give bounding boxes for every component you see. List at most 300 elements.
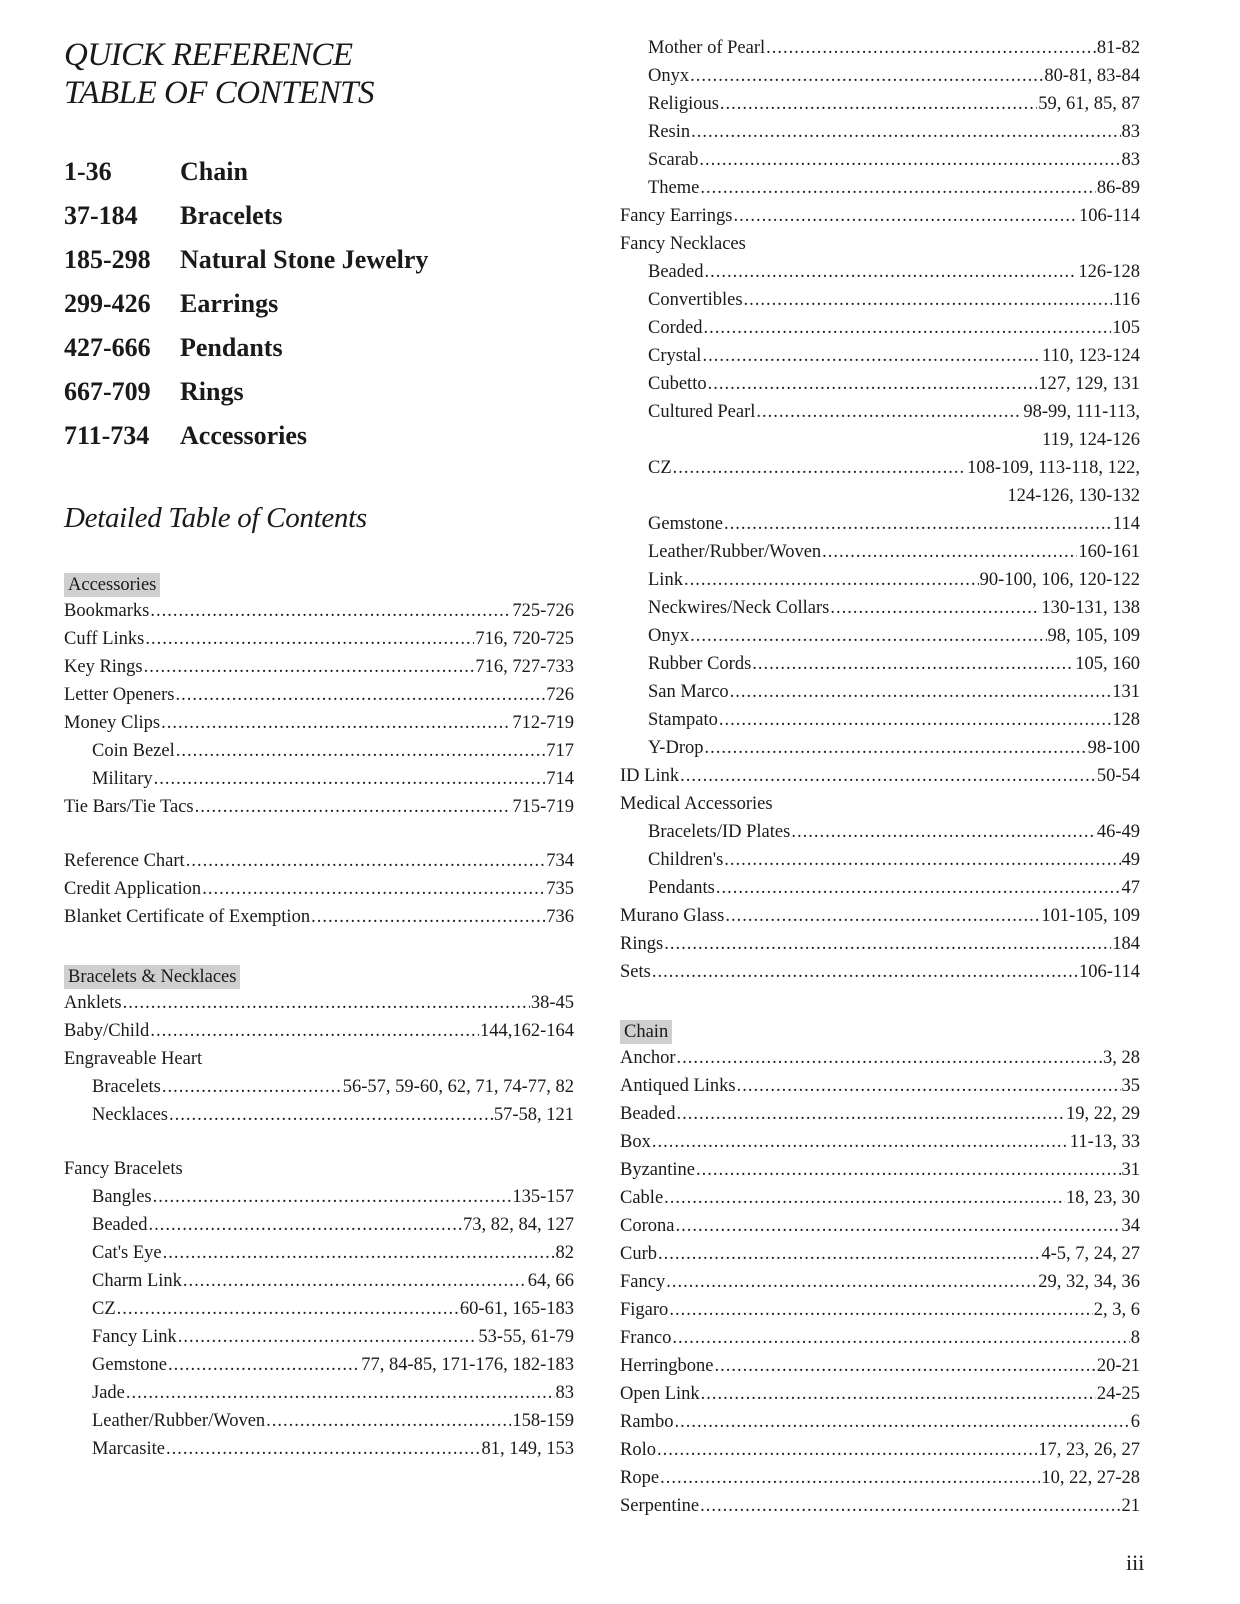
toc-entry-pages: 80-81, 83-84 xyxy=(1044,66,1140,86)
dot-leader xyxy=(202,875,545,903)
dot-leader xyxy=(680,762,1096,790)
toc-entry-pages: 3, 28 xyxy=(1103,1048,1140,1068)
toc-entry-label: Cubetto xyxy=(648,374,707,394)
toc-entry xyxy=(620,34,1140,62)
section-heading xyxy=(620,1012,1140,1044)
toc-entry xyxy=(620,874,1140,902)
toc-entry-pages: 81, 149, 153 xyxy=(481,1439,574,1459)
toc-entry-label: Corded xyxy=(648,318,703,338)
toc-entry xyxy=(620,1464,1140,1492)
toc-entry-pages: 38-45 xyxy=(530,993,574,1013)
dot-leader xyxy=(657,1436,1037,1464)
toc-entry-pages: 21 xyxy=(1121,1496,1140,1516)
toc-entry-pages: 90-100, 106, 120-122 xyxy=(979,570,1140,590)
toc-entry-label: Charm Link xyxy=(92,1271,182,1291)
left-toc-list xyxy=(64,565,574,1463)
dot-leader xyxy=(702,342,1041,370)
toc-entry xyxy=(620,818,1140,846)
toc-entry xyxy=(64,765,574,793)
quick-reference-label: Bracelets xyxy=(180,201,283,230)
toc-entry xyxy=(620,1044,1140,1072)
dot-leader xyxy=(186,847,546,875)
toc-entry-label: Fancy Link xyxy=(92,1327,177,1347)
toc-entry-label: Bracelets xyxy=(92,1077,161,1097)
toc-entry-pages: 101-105, 109 xyxy=(1041,906,1140,926)
toc-entry-pages: 98-100 xyxy=(1087,738,1140,758)
dot-leader xyxy=(672,1324,1129,1352)
toc-entry-label: Theme xyxy=(648,178,700,198)
toc-entry xyxy=(620,1100,1140,1128)
toc-entry-pages: 24-25 xyxy=(1096,1384,1140,1404)
toc-entry-label: Bookmarks xyxy=(64,601,150,621)
dot-leader xyxy=(830,594,1040,622)
toc-entry xyxy=(620,314,1140,342)
dot-leader xyxy=(145,625,474,653)
detailed-toc-title: Detailed Table of Contents xyxy=(64,502,367,534)
dot-leader xyxy=(311,903,545,931)
toc-entry-pages: 712-719 xyxy=(512,713,574,733)
toc-entry xyxy=(64,709,574,737)
toc-entry-label: Fancy Necklaces xyxy=(620,234,746,254)
dot-leader xyxy=(696,1156,1120,1184)
toc-entry-label: Rolo xyxy=(620,1440,656,1460)
toc-entry-pages: 716, 727-733 xyxy=(475,657,574,677)
dot-leader xyxy=(752,650,1074,678)
toc-entry xyxy=(620,202,1140,230)
spacer xyxy=(64,821,574,847)
toc-entry-label: Onyx xyxy=(648,626,690,646)
toc-entry xyxy=(620,706,1140,734)
toc-entry-label: Bracelets/ID Plates xyxy=(648,822,791,842)
dot-leader xyxy=(658,1240,1040,1268)
toc-entry-label: Leather/Rubber/Woven xyxy=(648,542,822,562)
toc-entry xyxy=(620,62,1140,90)
spacer xyxy=(620,986,1140,1012)
dot-leader xyxy=(716,874,1121,902)
toc-entry xyxy=(64,875,574,903)
toc-entry xyxy=(620,1072,1140,1100)
toc-entry xyxy=(620,174,1140,202)
left-column xyxy=(64,36,574,1463)
toc-entry-pages: 10, 22, 27-28 xyxy=(1041,1468,1140,1488)
dot-leader xyxy=(699,146,1120,174)
toc-entry xyxy=(64,1295,574,1323)
toc-entry xyxy=(620,1268,1140,1296)
dot-leader xyxy=(744,286,1112,314)
toc-entry-pages: 725-726 xyxy=(512,601,574,621)
dot-leader xyxy=(766,34,1096,62)
toc-entry-label: Link xyxy=(648,570,683,590)
dot-leader xyxy=(676,1100,1065,1128)
toc-entry-pages: 73, 82, 84, 127 xyxy=(463,1215,574,1235)
toc-entry xyxy=(64,1045,574,1073)
toc-entry xyxy=(620,342,1140,370)
dot-leader xyxy=(126,1379,555,1407)
dot-leader xyxy=(690,622,1046,650)
toc-entry-pages: 49 xyxy=(1121,850,1140,870)
toc-entry-label: Credit Application xyxy=(64,879,202,899)
dot-leader xyxy=(153,1183,512,1211)
quick-reference-title xyxy=(64,36,574,112)
dot-leader xyxy=(178,1323,478,1351)
dot-leader xyxy=(163,1239,555,1267)
toc-entry-pages: 110, 123-124 xyxy=(1042,346,1140,366)
dot-leader xyxy=(690,62,1043,90)
dot-leader xyxy=(144,653,475,681)
toc-entry xyxy=(620,1324,1140,1352)
dot-leader xyxy=(183,1267,527,1295)
toc-entry xyxy=(64,1351,574,1379)
toc-entry-pages: 128 xyxy=(1112,710,1140,730)
toc-entry-label: Beaded xyxy=(620,1104,676,1124)
toc-entry-label: CZ xyxy=(648,458,672,478)
section-heading-label: Accessories xyxy=(64,573,160,597)
dot-leader xyxy=(703,314,1111,342)
toc-entry-label: Fancy Bracelets xyxy=(64,1159,183,1179)
toc-entry-label: Rambo xyxy=(620,1412,674,1432)
toc-entry-pages: 98, 105, 109 xyxy=(1047,626,1140,646)
dot-leader xyxy=(161,709,511,737)
toc-entry xyxy=(64,793,574,821)
dot-leader xyxy=(652,958,1078,986)
toc-entry xyxy=(620,1380,1140,1408)
toc-entry-pages: 114 xyxy=(1112,514,1140,534)
toc-entry-pages: 716, 720-725 xyxy=(475,629,574,649)
quick-reference-row xyxy=(64,282,574,326)
dot-leader xyxy=(737,1072,1121,1100)
toc-entry xyxy=(620,230,1140,258)
title-line-2: TABLE OF CONTENTS xyxy=(64,75,374,111)
toc-entry-label: Fancy Earrings xyxy=(620,206,733,226)
toc-entry-label: Resin xyxy=(648,122,691,142)
toc-entry-label: Serpentine xyxy=(620,1496,700,1516)
toc-entry-pages: 34 xyxy=(1121,1216,1140,1236)
toc-entry xyxy=(64,625,574,653)
quick-reference-range: 185-298 xyxy=(64,245,151,274)
toc-entry xyxy=(620,370,1140,398)
toc-entry-label: Corona xyxy=(620,1216,675,1236)
dot-leader xyxy=(715,1352,1096,1380)
quick-reference-row xyxy=(64,414,574,458)
toc-entry xyxy=(620,650,1140,678)
toc-entry-label: Y-Drop xyxy=(648,738,704,758)
toc-entry-pages: 59, 61, 85, 87 xyxy=(1038,94,1140,114)
toc-entry-label: Tie Bars/Tie Tacs xyxy=(64,797,194,817)
toc-entry-pages: 77, 84-85, 171-176, 182-183 xyxy=(361,1355,574,1375)
toc-entry-label: ID Link xyxy=(620,766,680,786)
toc-entry-pages: 19, 22, 29 xyxy=(1066,1104,1140,1124)
toc-entry-label: Jade xyxy=(92,1383,125,1403)
toc-entry xyxy=(620,678,1140,706)
toc-entry xyxy=(64,903,574,931)
toc-entry-label: Coin Bezel xyxy=(92,741,175,761)
toc-entry-label: Figaro xyxy=(620,1300,669,1320)
page-number: iii xyxy=(1126,1550,1145,1575)
quick-reference-label: Pendants xyxy=(180,333,283,362)
toc-entry-label: Gemstone xyxy=(648,514,724,534)
dot-leader xyxy=(674,1408,1129,1436)
toc-entry-label: Curb xyxy=(620,1244,657,1264)
dot-leader xyxy=(175,681,545,709)
quick-reference-range: 37-184 xyxy=(64,201,138,230)
toc-entry-label: CZ xyxy=(92,1299,116,1319)
toc-entry-pages: 144,162-164 xyxy=(479,1021,574,1041)
toc-entry-pages: 56-57, 59-60, 62, 71, 74-77, 82 xyxy=(342,1077,574,1097)
section-heading xyxy=(64,957,574,989)
toc-entry xyxy=(64,1073,574,1101)
toc-entry-pages: 82 xyxy=(555,1243,574,1263)
toc-entry xyxy=(64,1239,574,1267)
dot-leader xyxy=(266,1407,511,1435)
dot-leader xyxy=(701,1380,1096,1408)
toc-entry xyxy=(64,1101,574,1129)
toc-entry-pages: 83 xyxy=(1121,150,1140,170)
toc-entry xyxy=(620,1240,1140,1268)
toc-entry-pages: 50-54 xyxy=(1096,766,1140,786)
toc-entry-label: Bangles xyxy=(92,1187,152,1207)
dot-leader xyxy=(148,1211,462,1239)
toc-entry-pages: 126-128 xyxy=(1078,262,1140,282)
dot-leader xyxy=(666,1268,1037,1296)
toc-entry-label: Key Rings xyxy=(64,657,143,677)
toc-entry xyxy=(64,1017,574,1045)
dot-leader xyxy=(708,370,1038,398)
toc-entry-pages: 53-55, 61-79 xyxy=(478,1327,574,1347)
toc-entry-pages: 160-161 xyxy=(1078,542,1140,562)
toc-entry-pages: 130-131, 138 xyxy=(1041,598,1140,618)
toc-entry xyxy=(620,90,1140,118)
toc-entry-label: Money Clips xyxy=(64,713,161,733)
toc-entry-label: Baby/Child xyxy=(64,1021,150,1041)
toc-entry xyxy=(620,538,1140,566)
toc-entry-label: Box xyxy=(620,1132,651,1152)
toc-entry-pages: 135-157 xyxy=(512,1187,574,1207)
toc-entry xyxy=(620,846,1140,874)
toc-entry-label: Anchor xyxy=(620,1048,676,1068)
dot-leader xyxy=(719,706,1111,734)
toc-entry-label: Fancy xyxy=(620,1272,666,1292)
toc-entry-label: Beaded xyxy=(92,1215,148,1235)
toc-entry-label: Stampato xyxy=(648,710,718,730)
toc-entry-label: Pendants xyxy=(648,878,715,898)
dot-leader xyxy=(154,765,546,793)
dot-leader xyxy=(169,1101,493,1129)
toc-entry-label: Religious xyxy=(648,94,719,114)
right-toc-list xyxy=(620,34,1140,1520)
toc-entry-pages: 184 xyxy=(1112,934,1140,954)
toc-entry-label: Herringbone xyxy=(620,1356,714,1376)
dot-leader xyxy=(162,1073,342,1101)
toc-entry-label: Military xyxy=(92,769,153,789)
toc-entry-pages: 6 xyxy=(1130,1412,1140,1432)
dot-leader xyxy=(176,737,546,765)
quick-reference-range: 299-426 xyxy=(64,289,151,318)
toc-entry-label: Blanket Certificate of Exemption xyxy=(64,907,311,927)
dot-leader xyxy=(166,1435,481,1463)
toc-entry-label: Leather/Rubber/Woven xyxy=(92,1411,266,1431)
toc-entry xyxy=(64,1407,574,1435)
toc-entry-label: Crystal xyxy=(648,346,702,366)
toc-entry-pages: 735 xyxy=(546,879,574,899)
toc-entry-pages: 20-21 xyxy=(1096,1356,1140,1376)
toc-entry-pages: 35 xyxy=(1121,1076,1140,1096)
quick-reference-row xyxy=(64,150,574,194)
toc-entry xyxy=(620,1436,1140,1464)
toc-entry-pages: 57-58, 121 xyxy=(493,1105,574,1125)
toc-entry xyxy=(620,594,1140,622)
dot-leader xyxy=(652,1128,1069,1156)
toc-entry-pages: 736 xyxy=(546,907,574,927)
quick-reference-range: 667-709 xyxy=(64,377,151,406)
toc-entry-pages: 127, 129, 131 xyxy=(1038,374,1140,394)
toc-entry-label: Children's xyxy=(648,850,724,870)
toc-entry-label: Neckwires/Neck Collars xyxy=(648,598,830,618)
toc-entry xyxy=(620,146,1140,174)
toc-entry xyxy=(64,1183,574,1211)
toc-entry-pages: 105 xyxy=(1112,318,1140,338)
dot-leader xyxy=(822,538,1077,566)
toc-entry xyxy=(620,286,1140,314)
toc-entry-pages: 131 xyxy=(1112,682,1140,702)
toc-entry-pages: 86-89 xyxy=(1096,178,1140,198)
toc-entry-pages: 108-109, 113-118, 122, xyxy=(967,458,1140,478)
toc-entry xyxy=(620,566,1140,594)
toc-entry xyxy=(620,958,1140,986)
toc-entry-label: Scarab xyxy=(648,150,699,170)
toc-entry-label: Byzantine xyxy=(620,1160,696,1180)
toc-entry xyxy=(620,790,1140,818)
quick-reference-label: Rings xyxy=(180,377,244,406)
quick-reference-list xyxy=(64,150,574,458)
page-continuation: 119, 124-126 xyxy=(1042,430,1140,450)
toc-entry-pages: 158-159 xyxy=(512,1411,574,1431)
toc-entry-label: Murano Glass xyxy=(620,906,725,926)
toc-entry xyxy=(64,681,574,709)
dot-leader xyxy=(150,597,511,625)
dot-leader xyxy=(195,793,512,821)
quick-reference-label: Earrings xyxy=(180,289,279,318)
toc-entry-label: Rope xyxy=(620,1468,660,1488)
toc-entry xyxy=(620,1352,1140,1380)
dot-leader xyxy=(150,1017,479,1045)
dot-leader xyxy=(734,202,1079,230)
toc-entry-pages: 29, 32, 34, 36 xyxy=(1038,1272,1140,1292)
toc-entry-pages: 106-114 xyxy=(1079,962,1140,982)
toc-entry xyxy=(64,1211,574,1239)
toc-entry xyxy=(620,622,1140,650)
title-line-1: QUICK REFERENCE xyxy=(64,37,353,73)
dot-leader xyxy=(791,818,1096,846)
toc-entry-label: Rings xyxy=(620,934,664,954)
toc-entry-label: Rubber Cords xyxy=(648,654,752,674)
toc-entry xyxy=(620,902,1140,930)
quick-reference-row xyxy=(64,194,574,238)
toc-entry xyxy=(620,1184,1140,1212)
toc-entry xyxy=(64,737,574,765)
toc-entry-pages: 726 xyxy=(546,685,574,705)
toc-entry xyxy=(64,653,574,681)
toc-entry-label: Franco xyxy=(620,1328,672,1348)
dot-leader xyxy=(123,989,530,1017)
toc-entry-pages: 734 xyxy=(546,851,574,871)
section-heading-label: Bracelets & Necklaces xyxy=(64,965,240,989)
toc-entry-pages: 2, 3, 6 xyxy=(1093,1300,1140,1320)
dot-leader xyxy=(705,734,1087,762)
toc-entry xyxy=(64,847,574,875)
toc-entry-label: Cuff Links xyxy=(64,629,145,649)
dot-leader xyxy=(700,174,1095,202)
toc-entry-label: Medical Accessories xyxy=(620,794,773,814)
spacer xyxy=(64,1129,574,1155)
toc-entry-label: Reference Chart xyxy=(64,851,185,871)
toc-entry-pages: 18, 23, 30 xyxy=(1066,1188,1140,1208)
toc-entry-label: Mother of Pearl xyxy=(648,38,766,58)
quick-reference-label: Chain xyxy=(180,157,248,186)
toc-entry-pages: 714 xyxy=(546,769,574,789)
dot-leader xyxy=(117,1295,459,1323)
toc-entry xyxy=(620,1128,1140,1156)
toc-entry xyxy=(620,1408,1140,1436)
toc-entry-label: Cable xyxy=(620,1188,664,1208)
toc-entry-pages: 47 xyxy=(1121,878,1140,898)
toc-entry-label: Onyx xyxy=(648,66,690,86)
dot-leader xyxy=(664,1184,1065,1212)
toc-entry xyxy=(620,734,1140,762)
quick-reference-range: 1-36 xyxy=(64,157,112,186)
dot-leader xyxy=(691,118,1120,146)
dot-leader xyxy=(660,1464,1040,1492)
toc-entry xyxy=(620,454,1140,482)
toc-entry xyxy=(620,1156,1140,1184)
toc-entry xyxy=(64,1435,574,1463)
toc-entry-label: Gemstone xyxy=(92,1355,168,1375)
section-heading xyxy=(64,565,574,597)
toc-entry xyxy=(620,1492,1140,1520)
toc-entry xyxy=(620,930,1140,958)
dot-leader xyxy=(725,902,1040,930)
section-heading-label: Chain xyxy=(620,1020,672,1044)
toc-entry-pages: 17, 23, 26, 27 xyxy=(1038,1440,1140,1460)
toc-entry-pages: 4-5, 7, 24, 27 xyxy=(1041,1244,1140,1264)
toc-entry xyxy=(620,1212,1140,1240)
dot-leader xyxy=(724,846,1120,874)
dot-leader xyxy=(675,1212,1120,1240)
quick-reference-row xyxy=(64,238,574,282)
page-continuation: 124-126, 130-132 xyxy=(1007,486,1140,506)
toc-entry-pages: 106-114 xyxy=(1079,206,1140,226)
toc-entry-label: Letter Openers xyxy=(64,685,175,705)
dot-leader xyxy=(673,454,967,482)
dot-leader xyxy=(700,1492,1120,1520)
toc-entry xyxy=(64,1267,574,1295)
toc-entry xyxy=(620,762,1140,790)
toc-entry-pages: 64, 66 xyxy=(527,1271,574,1291)
toc-entry-pages: 81-82 xyxy=(1096,38,1140,58)
toc-entry xyxy=(64,1155,574,1183)
quick-reference-label: Accessories xyxy=(180,421,308,450)
toc-entry-pages: 715-719 xyxy=(512,797,574,817)
dot-leader xyxy=(168,1351,360,1379)
toc-entry xyxy=(620,510,1140,538)
toc-entry xyxy=(64,1379,574,1407)
toc-entry-label: Convertibles xyxy=(648,290,743,310)
toc-entry-label: Engraveable Heart xyxy=(64,1049,203,1069)
toc-entry-label: Antiqued Links xyxy=(620,1076,736,1096)
quick-reference-row xyxy=(64,370,574,414)
dot-leader xyxy=(684,566,979,594)
toc-entry-pages: 31 xyxy=(1121,1160,1140,1180)
toc-entry-label: San Marco xyxy=(648,682,729,702)
